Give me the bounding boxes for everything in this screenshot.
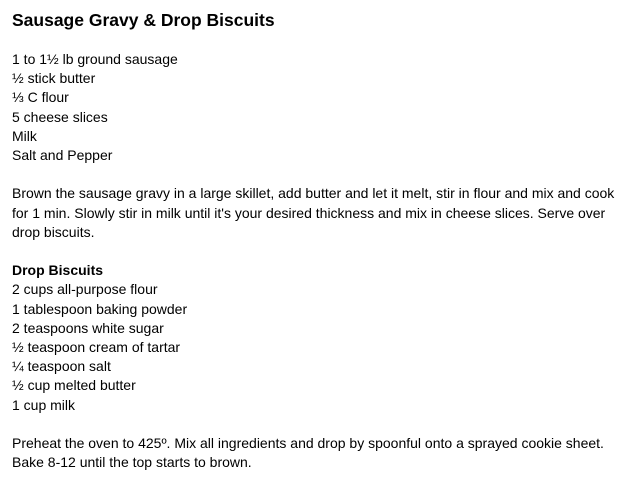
gravy-ingredient: ½ stick butter: [12, 70, 96, 87]
biscuit-directions: [12, 434, 628, 472]
biscuit-ingredient: ½ cup melted butter: [12, 377, 136, 394]
biscuit-direction-line: Preheat the oven to 425º. Mix all ingredients and drop by spoonful onto a sprayed cookie sheet.: [12, 435, 604, 452]
biscuit-ingredient: 2 cups all-purpose flour: [12, 281, 158, 298]
gravy-ingredient: 5 cheese slices: [12, 108, 108, 125]
biscuit-direction-line: Bake 8-12 until the top starts to brown.: [12, 454, 252, 471]
gravy-ingredient: 1 to 1½ lb ground sausage: [12, 51, 178, 67]
biscuit-ingredient-list: [12, 280, 628, 414]
biscuit-ingredient: ½ teaspoon cream of tartar: [12, 339, 181, 356]
gravy-ingredient-list: [12, 50, 628, 165]
gravy-ingredient: Salt and Pepper: [12, 147, 113, 164]
biscuit-ingredient: 1 cup milk: [12, 396, 76, 413]
gravy-ingredient: ⅓ C flour: [12, 89, 69, 106]
spacer: [12, 415, 628, 434]
spacer: [12, 165, 628, 184]
biscuit-ingredient: 2 teaspoons white sugar: [12, 319, 164, 336]
gravy-directions: Brown the sausage gravy in a large skillet, add butter and let it melt, stir in flour and mix and cook for 1 min. Slowly stir in milk until it's your desired thickness and mix in cheese slices. Serve over drop biscuits.: [12, 185, 615, 240]
biscuits-heading: Drop Biscuits: [12, 262, 104, 279]
biscuit-ingredient: ¼ teaspoon salt: [12, 358, 111, 375]
biscuit-ingredient: 1 tablespoon baking powder: [12, 300, 188, 317]
spacer: [12, 242, 628, 261]
recipe-document: [12, 9, 628, 472]
gravy-ingredient: Milk: [12, 127, 37, 144]
recipe-title: Sausage Gravy & Drop Biscuits: [12, 10, 275, 30]
